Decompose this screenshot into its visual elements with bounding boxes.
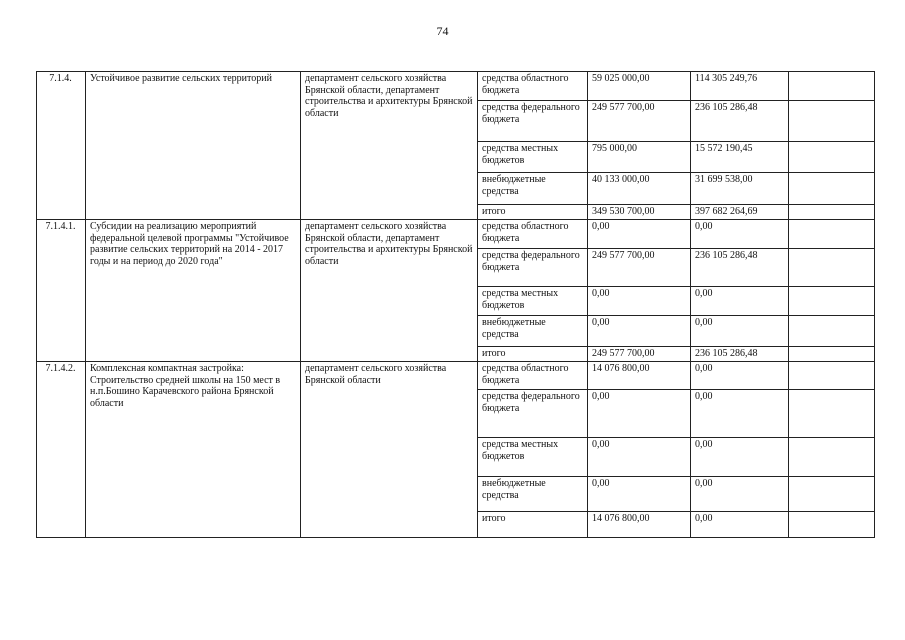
amount-1: 349 530 700,00 xyxy=(588,205,691,220)
amount-2: 0,00 xyxy=(691,438,789,477)
item-executor: департамент сельского хозяйства Брянской области, департамент строительства и архитектуры Брянской области xyxy=(301,72,478,220)
amount-1: 795 000,00 xyxy=(588,142,691,173)
amount-2: 0,00 xyxy=(691,477,789,512)
funding-source: средства областного бюджета xyxy=(478,72,588,101)
funding-source: средства местных бюджетов xyxy=(478,287,588,316)
funding-source: средства федерального бюджета xyxy=(478,390,588,438)
amount-2: 0,00 xyxy=(691,512,789,538)
item-name: Устойчивое развитие сельских территорий xyxy=(86,72,301,220)
table-row xyxy=(37,362,875,390)
amount-3 xyxy=(789,390,875,438)
funding-source: итого xyxy=(478,347,588,362)
amount-1: 249 577 700,00 xyxy=(588,249,691,287)
amount-2: 0,00 xyxy=(691,220,789,249)
item-executor: департамент сельского хозяйства Брянской области, департамент строительства и архитектуры Брянской области xyxy=(301,220,478,362)
table-row xyxy=(37,220,875,249)
amount-3 xyxy=(789,362,875,390)
funding-source: средства федерального бюджета xyxy=(478,249,588,287)
amount-1: 249 577 700,00 xyxy=(588,347,691,362)
amount-2: 31 699 538,00 xyxy=(691,173,789,205)
amount-1: 0,00 xyxy=(588,287,691,316)
amount-3 xyxy=(789,142,875,173)
amount-2: 236 105 286,48 xyxy=(691,347,789,362)
amount-1: 40 133 000,00 xyxy=(588,173,691,205)
funding-source: внебюджетные средства xyxy=(478,477,588,512)
amount-3 xyxy=(789,72,875,101)
amount-2: 0,00 xyxy=(691,316,789,347)
funding-source: итого xyxy=(478,512,588,538)
amount-3 xyxy=(789,205,875,220)
amount-1: 0,00 xyxy=(588,316,691,347)
amount-1: 0,00 xyxy=(588,438,691,477)
amount-3 xyxy=(789,220,875,249)
amount-3 xyxy=(789,287,875,316)
amount-1: 0,00 xyxy=(588,220,691,249)
funding-source: внебюджетные средства xyxy=(478,173,588,205)
amount-1: 0,00 xyxy=(588,390,691,438)
amount-1: 14 076 800,00 xyxy=(588,512,691,538)
amount-3 xyxy=(789,249,875,287)
amount-1: 249 577 700,00 xyxy=(588,101,691,142)
funding-source: средства местных бюджетов xyxy=(478,142,588,173)
amount-1: 59 025 000,00 xyxy=(588,72,691,101)
amount-2: 0,00 xyxy=(691,362,789,390)
amount-3 xyxy=(789,438,875,477)
amount-3 xyxy=(789,316,875,347)
budget-table xyxy=(36,71,875,538)
page-number: 74 xyxy=(436,24,449,38)
amount-2: 114 305 249,76 xyxy=(691,72,789,101)
amount-3 xyxy=(789,101,875,142)
amount-1: 0,00 xyxy=(588,477,691,512)
funding-source: средства федерального бюджета xyxy=(478,101,588,142)
amount-3 xyxy=(789,347,875,362)
amount-2: 236 105 286,48 xyxy=(691,249,789,287)
item-executor: департамент сельского хозяйства Брянской области xyxy=(301,362,478,538)
amount-3 xyxy=(789,477,875,512)
amount-2: 236 105 286,48 xyxy=(691,101,789,142)
amount-2: 0,00 xyxy=(691,390,789,438)
amount-1: 14 076 800,00 xyxy=(588,362,691,390)
item-number: 7.1.4. xyxy=(37,72,86,220)
amount-2: 397 682 264,69 xyxy=(691,205,789,220)
amount-3 xyxy=(789,173,875,205)
funding-source: средства местных бюджетов xyxy=(478,438,588,477)
amount-2: 0,00 xyxy=(691,287,789,316)
funding-source: средства областного бюджета xyxy=(478,220,588,249)
item-number: 7.1.4.2. xyxy=(37,362,86,538)
item-name: Субсидии на реализацию мероприятий федеральной целевой программы "Устойчивое развитие сельских территорий на 2014 - 2017 годы и на период до 2020 года" xyxy=(86,220,301,362)
item-number: 7.1.4.1. xyxy=(37,220,86,362)
funding-source: средства областного бюджета xyxy=(478,362,588,390)
item-name: Комплексная компактная застройка: Строительство средней школы на 150 мест в н.п.Бошино Карачевского района Брянской области xyxy=(86,362,301,538)
amount-3 xyxy=(789,512,875,538)
amount-2: 15 572 190,45 xyxy=(691,142,789,173)
table-row xyxy=(37,72,875,101)
funding-source: внебюджетные средства xyxy=(478,316,588,347)
funding-source: итого xyxy=(478,205,588,220)
